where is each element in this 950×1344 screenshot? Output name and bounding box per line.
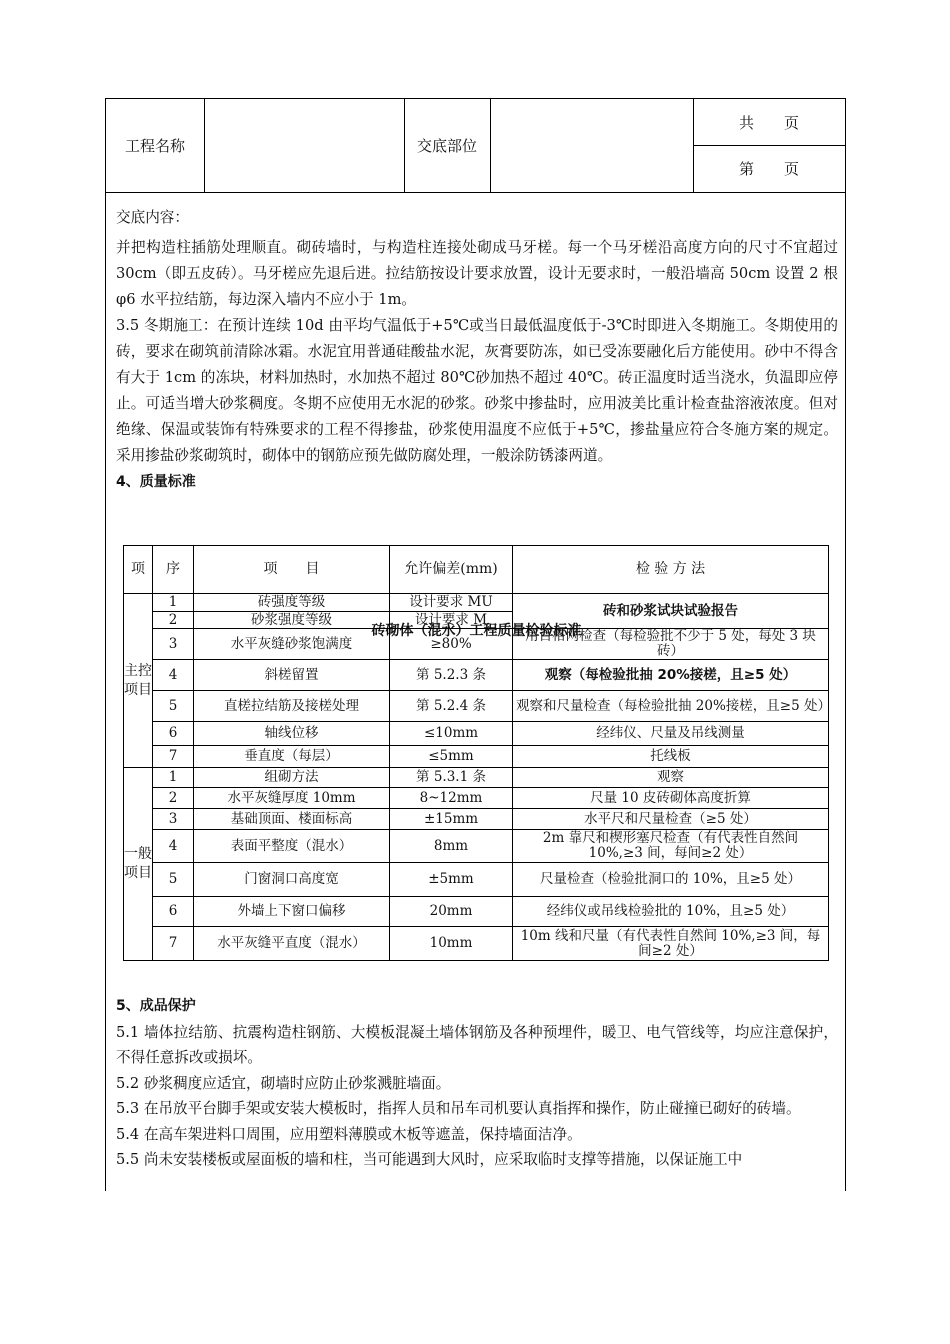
row-number: 6	[153, 722, 194, 746]
disclosure-part-label: 交底部位	[416, 137, 477, 155]
row-tolerance: 设计要求 M	[390, 612, 513, 629]
row-number: 5	[153, 863, 194, 897]
row-item: 直槎拉结筋及接槎处理	[194, 691, 390, 722]
row-tolerance: 第 5.2.4 条	[390, 691, 513, 722]
table-row	[124, 809, 829, 830]
row-tolerance: 10mm	[390, 927, 513, 961]
row-number: 7	[153, 746, 194, 768]
row-tolerance: 第 5.2.3 条	[390, 660, 513, 691]
paragraph: 5.3 在吊放平台脚手架或安装大模板时，指挥人员和吊车司机要认真指挥和操作，防止碰撞已砌好的砖墙。	[116, 1100, 801, 1117]
quality-standard-table	[123, 545, 829, 961]
section-5	[116, 994, 838, 1173]
total-pages: 共 页	[738, 113, 799, 132]
row-tolerance: ≤10mm	[390, 722, 513, 746]
row-number: 3	[153, 629, 194, 660]
page-number: 第 页	[738, 159, 799, 178]
row-method: 10m 线和尺量（有代表性自然间 10%,≥3 间，每间≥2 处）	[513, 927, 829, 961]
row-method: 观察（每检验批抽 20%接槎，且≥5 处）	[513, 660, 829, 691]
row-method: 尺量 10 皮砖砌体高度折算	[513, 788, 829, 809]
row-method: 水平尺和尺量检查（≥5 处）	[513, 809, 829, 830]
table-row	[124, 788, 829, 809]
row-tolerance: 第 5.3.1 条	[390, 768, 513, 788]
paragraph: 5.4 在高车架进料口周围，应用塑料薄膜或木板等遮盖，保持墙面洁净。	[116, 1125, 582, 1143]
row-method: 托线板	[513, 746, 829, 768]
content-label: 交底内容：	[116, 209, 189, 226]
table-row	[124, 927, 829, 961]
disclosure-part-value	[490, 99, 693, 192]
row-number: 2	[153, 788, 194, 809]
column-header: 项	[124, 546, 153, 594]
row-method: 用百格网检查（每检验批不少于 5 处，每处 3 块砖）	[513, 629, 829, 660]
row-number: 1	[153, 594, 194, 612]
paragraph: 并把构造柱插筋处理顺直。砌砖墙时，与构造柱连接处砌成马牙槎。每一个马牙槎沿高度方向的尺寸不宜超过 30cm（即五皮砖）。马牙槎应先退后进。拉结筋按设计要求放置，设计无要求时，一般沿墙高 50cm 设置 2 根 φ6 水平拉结筋，每边深入墙内不应小于 1m。	[116, 239, 838, 308]
table-row	[124, 863, 829, 897]
row-tolerance: 8~12mm	[390, 788, 513, 809]
row-number: 1	[153, 768, 194, 788]
section-5-title: 5、成品保护	[116, 998, 196, 1014]
row-item: 砂浆强度等级	[194, 612, 390, 629]
row-item: 水平灰缝平直度（混水）	[194, 927, 390, 961]
column-header: 序	[153, 546, 194, 594]
row-item: 斜槎留置	[194, 660, 390, 691]
row-number: 2	[153, 612, 194, 629]
project-name-label: 工程名称	[124, 137, 185, 155]
table-row	[124, 660, 829, 691]
table-row	[124, 768, 829, 788]
row-item: 水平灰缝厚度 10mm	[194, 788, 390, 809]
main-control-group-label: 主控项目	[124, 594, 153, 768]
row-method: 2m 靠尺和楔形塞尺检查（有代表性自然间 10%,≥3 间，每间≥2 处）	[513, 830, 829, 863]
row-tolerance: ±5mm	[390, 863, 513, 897]
row-item: 组砌方法	[194, 768, 390, 788]
disclosure-form	[105, 98, 846, 1191]
row-method: 砖和砂浆试块试验报告	[513, 594, 829, 629]
row-tolerance: ±15mm	[390, 809, 513, 830]
table-row	[124, 691, 829, 722]
row-item: 门窗洞口高度宽	[194, 863, 390, 897]
table-row	[124, 629, 829, 660]
disclosure-content	[116, 205, 838, 495]
row-method: 观察和尺量检查（每检验批抽 20%接槎，且≥5 处）	[513, 691, 829, 722]
row-number: 4	[153, 830, 194, 863]
row-number: 6	[153, 897, 194, 927]
table-row	[124, 830, 829, 863]
paragraph: 5.2 砂浆稠度应适宜，砌墙时应防止砂浆溅脏墙面。	[116, 1074, 451, 1092]
row-item: 水平灰缝砂浆饱满度	[194, 629, 390, 660]
table-title: 砖砌体（混水）工程质量检验标准	[371, 623, 582, 639]
column-header: 检 验 方 法	[513, 546, 829, 594]
row-item: 砖强度等级	[194, 594, 390, 612]
row-number: 7	[153, 927, 194, 961]
project-name-value	[204, 99, 404, 192]
row-tolerance: ≥80%	[390, 629, 513, 660]
section-4-title: 4、质量标准	[116, 474, 196, 490]
row-item: 外墙上下窗口偏移	[194, 897, 390, 927]
paragraph: 5.5 尚未安装楼板或屋面板的墙和柱，当可能遇到大风时，应采取临时支撑等措施，以保证施工中	[116, 1151, 743, 1168]
row-item: 表面平整度（混水）	[194, 830, 390, 863]
general-group-label: 一般项目	[124, 768, 153, 961]
row-item: 垂直度（每层）	[194, 746, 390, 768]
row-method: 尺量检查（检验批洞口的 10%，且≥5 处）	[513, 863, 829, 897]
row-number: 5	[153, 691, 194, 722]
paragraph: 5.1 墙体拉结筋、抗震构造柱钢筋、大模板混凝土墙体钢筋及各种预埋件，暖卫、电气管线等，均应注意保护，不得任意拆改或损坏。	[116, 1023, 838, 1066]
table-header-row	[124, 546, 829, 594]
table-row	[124, 722, 829, 746]
column-header: 项 目	[194, 546, 390, 594]
row-method: 经纬仪、尺量及吊线测量	[513, 722, 829, 746]
form-header	[106, 99, 845, 193]
row-tolerance: 设计要求 MU	[390, 594, 513, 612]
row-tolerance: 20mm	[390, 897, 513, 927]
row-tolerance: 8mm	[390, 830, 513, 863]
row-number: 4	[153, 660, 194, 691]
row-method: 观察	[513, 768, 829, 788]
table-row	[124, 746, 829, 768]
row-item: 轴线位移	[194, 722, 390, 746]
paragraph: 3.5 冬期施工：在预计连续 10d 由平均气温低于+5℃或当日最低温度低于-3℃时即进入冬期施工。冬期使用的砖，要求在砌筑前清除冰霜。水泥宜用普通硅酸盐水泥，灰膏要防冻，如已受冻要融化后方能使用。砂中不得含有大于 1cm 的冻块，材料加热时，水加热不超过 80℃砂加热不超过 40℃。砖正温度时适当浇水，负温即应停止。可适当增大砂浆稠度。冬期不应使用无水泥的砂浆。砂浆中掺盐时，应用波美比重计检查盐溶液浓度。但对绝缘、保温或装饰有特殊要求的工程不得掺盐，砂浆使用温度不应低于+5℃，掺盐量应符合冬施方案的规定。采用掺盐砂浆砌筑时，砌体中的钢筋应预先做防腐处理，一般涂防锈漆两道。	[116, 317, 838, 464]
row-item: 基础顶面、楼面标高	[194, 809, 390, 830]
column-header: 允许偏差(mm)	[390, 546, 513, 594]
row-number: 3	[153, 809, 194, 830]
table-row	[124, 594, 829, 612]
table-row	[124, 897, 829, 927]
row-method: 经纬仪或吊线检验批的 10%，且≥5 处）	[513, 897, 829, 927]
row-tolerance: ≤5mm	[390, 746, 513, 768]
